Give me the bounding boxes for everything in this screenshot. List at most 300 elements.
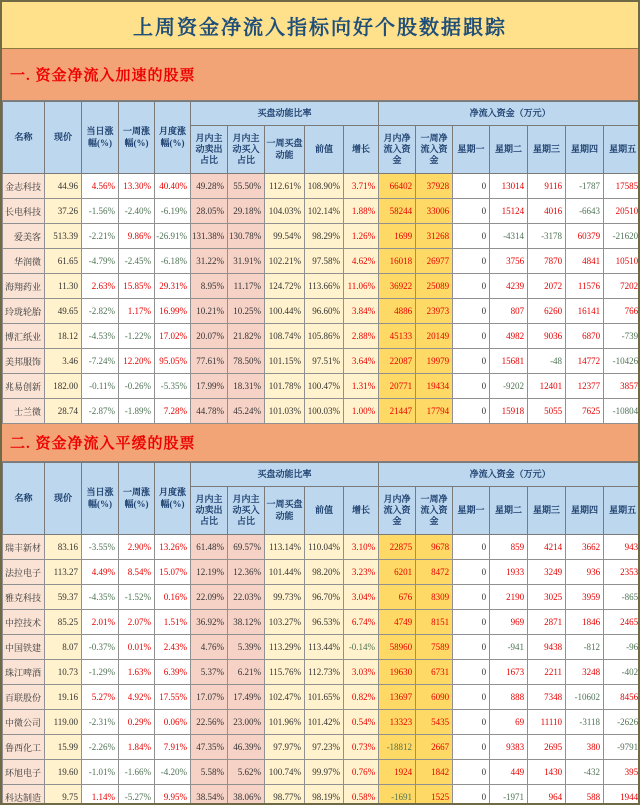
cell-growth: 1.31%	[344, 374, 379, 399]
cell-growth: 1.00%	[344, 399, 379, 424]
cell-fri: -402	[604, 660, 640, 685]
table-row	[3, 374, 640, 399]
cell-buy-ratio: 55.50%	[228, 174, 265, 199]
cell-buy-ratio: 78.50%	[228, 349, 265, 374]
cell-week-change: 8.54%	[119, 560, 155, 585]
cell-week-inflow: 8151	[416, 610, 453, 635]
cell-tue: 859	[490, 535, 528, 560]
cell-day-change: -3.55%	[82, 535, 119, 560]
cell-name: 金志科技	[3, 174, 45, 199]
cell-week-momentum: 113.14%	[265, 535, 305, 560]
group-header-momentum: 买盘动能比率	[191, 102, 379, 126]
cell-week-momentum: 124.72%	[265, 274, 305, 299]
cell-week-change: 9.86%	[119, 224, 155, 249]
cell-month-change: 7.28%	[155, 399, 191, 424]
cell-sell-ratio: 44.78%	[191, 399, 228, 424]
cell-month-change: 9.95%	[155, 785, 191, 805]
cell-mon: 0	[453, 374, 490, 399]
cell-sell-ratio: 5.58%	[191, 760, 228, 785]
cell-wed: 11110	[528, 710, 566, 735]
cell-month-inflow: 19630	[379, 660, 416, 685]
cell-fri: 395	[604, 760, 640, 785]
section-1-header	[2, 49, 638, 101]
cell-price: 37.26	[45, 199, 82, 224]
table-row	[3, 274, 640, 299]
cell-prev-value: 97.23%	[305, 735, 344, 760]
cell-sell-ratio: 10.21%	[191, 299, 228, 324]
cell-fri: 17585	[604, 174, 640, 199]
cell-growth: 3.64%	[344, 349, 379, 374]
col-header-price: 现价	[45, 102, 82, 174]
cell-prev-value: 105.86%	[305, 324, 344, 349]
cell-tue: -1971	[490, 785, 528, 805]
cell-month-change: 1.51%	[155, 610, 191, 635]
cell-price: 18.12	[45, 324, 82, 349]
cell-week-inflow: 17794	[416, 399, 453, 424]
cell-price: 85.25	[45, 610, 82, 635]
cell-tue: 13014	[490, 174, 528, 199]
cell-month-inflow: 4886	[379, 299, 416, 324]
cell-buy-ratio: 23.00%	[228, 710, 265, 735]
cell-fri: 7202	[604, 274, 640, 299]
cell-fri: -2626	[604, 710, 640, 735]
cell-tue: 15918	[490, 399, 528, 424]
col-header-sell-ratio: 月内主动卖出占比	[191, 487, 228, 535]
col-header-day-change: 当日涨幅(%)	[82, 102, 119, 174]
cell-buy-ratio: 130.78%	[228, 224, 265, 249]
cell-growth: 0.82%	[344, 685, 379, 710]
cell-month-change: -4.20%	[155, 760, 191, 785]
col-header-wed: 星期三	[528, 126, 566, 174]
cell-thu: 1846	[566, 610, 604, 635]
cell-buy-ratio: 45.24%	[228, 399, 265, 424]
cell-tue: 3756	[490, 249, 528, 274]
cell-month-inflow: 45133	[379, 324, 416, 349]
cell-name: 中国铁建	[3, 635, 45, 660]
cell-name: 兆易创新	[3, 374, 45, 399]
cell-buy-ratio: 12.36%	[228, 560, 265, 585]
cell-mon: 0	[453, 710, 490, 735]
cell-buy-ratio: 38.12%	[228, 610, 265, 635]
cell-week-change: 1.17%	[119, 299, 155, 324]
cell-day-change: 1.14%	[82, 785, 119, 805]
cell-day-change: -2.21%	[82, 224, 119, 249]
cell-prev-value: 98.29%	[305, 224, 344, 249]
cell-growth: 0.54%	[344, 710, 379, 735]
cell-week-inflow: 8472	[416, 560, 453, 585]
cell-sell-ratio: 4.76%	[191, 635, 228, 660]
cell-month-inflow: 58960	[379, 635, 416, 660]
cell-tue: 9383	[490, 735, 528, 760]
cell-tue: 15124	[490, 199, 528, 224]
cell-week-change: -2.45%	[119, 249, 155, 274]
cell-mon: 0	[453, 585, 490, 610]
report-title: 上周资金净流入指标向好个股数据跟踪	[133, 16, 507, 39]
cell-mon: 0	[453, 685, 490, 710]
cell-month-change: 15.07%	[155, 560, 191, 585]
cell-tue: -4314	[490, 224, 528, 249]
cell-buy-ratio: 10.25%	[228, 299, 265, 324]
cell-month-change: 95.05%	[155, 349, 191, 374]
cell-price: 119.00	[45, 710, 82, 735]
cell-growth: 4.62%	[344, 249, 379, 274]
cell-buy-ratio: 11.17%	[228, 274, 265, 299]
col-header-growth: 增长	[344, 487, 379, 535]
cell-name: 中微公司	[3, 710, 45, 735]
cell-sell-ratio: 17.07%	[191, 685, 228, 710]
cell-week-inflow: 37928	[416, 174, 453, 199]
cell-price: 59.37	[45, 585, 82, 610]
cell-name: 鲁西化工	[3, 735, 45, 760]
cell-price: 10.73	[45, 660, 82, 685]
col-header-mon: 星期一	[453, 487, 490, 535]
cell-buy-ratio: 46.39%	[228, 735, 265, 760]
cell-week-inflow: 5435	[416, 710, 453, 735]
section-1-heading: 一. 资金净流入加速的股票	[10, 68, 196, 84]
cell-mon: 0	[453, 399, 490, 424]
col-header-sell-ratio: 月内主动卖出占比	[191, 126, 228, 174]
col-header-month-inflow: 月内净流入资金	[379, 126, 416, 174]
cell-month-inflow: -18812	[379, 735, 416, 760]
cell-thu: 588	[566, 785, 604, 805]
table-row	[3, 660, 640, 685]
cell-sell-ratio: 5.37%	[191, 660, 228, 685]
col-header-week-inflow: 一周净流入资金	[416, 126, 453, 174]
cell-thu: 3662	[566, 535, 604, 560]
col-header-fri: 星期五	[604, 126, 640, 174]
cell-wed: 2695	[528, 735, 566, 760]
cell-wed: 1430	[528, 760, 566, 785]
cell-week-momentum: 101.03%	[265, 399, 305, 424]
cell-name: 科达制造	[3, 785, 45, 805]
cell-month-change: 17.55%	[155, 685, 191, 710]
cell-prev-value: 96.60%	[305, 299, 344, 324]
cell-mon: 0	[453, 174, 490, 199]
cell-name: 雅克科技	[3, 585, 45, 610]
cell-prev-value: 96.70%	[305, 585, 344, 610]
cell-thu: 6870	[566, 324, 604, 349]
cell-day-change: -4.53%	[82, 324, 119, 349]
cell-name: 爱美客	[3, 224, 45, 249]
cell-thu: 3959	[566, 585, 604, 610]
cell-mon: 0	[453, 760, 490, 785]
cell-sell-ratio: 12.19%	[191, 560, 228, 585]
steady-inflow-table	[2, 462, 640, 805]
cell-mon: 0	[453, 274, 490, 299]
cell-growth: 3.10%	[344, 535, 379, 560]
cell-price: 3.46	[45, 349, 82, 374]
cell-wed: 6260	[528, 299, 566, 324]
col-header-week-change: 一周涨幅(%)	[119, 102, 155, 174]
cell-month-change: 7.91%	[155, 735, 191, 760]
cell-sell-ratio: 131.38%	[191, 224, 228, 249]
cell-mon: 0	[453, 735, 490, 760]
cell-prev-value: 102.14%	[305, 199, 344, 224]
cell-sell-ratio: 77.61%	[191, 349, 228, 374]
cell-sell-ratio: 20.07%	[191, 324, 228, 349]
col-header-tue: 星期二	[490, 126, 528, 174]
cell-week-change: 2.07%	[119, 610, 155, 635]
cell-week-momentum: 113.29%	[265, 635, 305, 660]
col-header-fri: 星期五	[604, 487, 640, 535]
cell-sell-ratio: 22.09%	[191, 585, 228, 610]
cell-wed: 2871	[528, 610, 566, 635]
cell-growth: 6.74%	[344, 610, 379, 635]
cell-month-inflow: 66402	[379, 174, 416, 199]
cell-thu: -6643	[566, 199, 604, 224]
col-header-thu: 星期四	[566, 126, 604, 174]
group-header-inflow: 净流入资金（万元）	[379, 102, 640, 126]
cell-wed: 9438	[528, 635, 566, 660]
cell-growth: 11.06%	[344, 274, 379, 299]
cell-fri: 2465	[604, 610, 640, 635]
cell-thu: 7625	[566, 399, 604, 424]
section-2-header	[2, 424, 638, 462]
table-row	[3, 535, 640, 560]
cell-buy-ratio: 18.31%	[228, 374, 265, 399]
cell-month-change: 2.43%	[155, 635, 191, 660]
cell-week-inflow: 33006	[416, 199, 453, 224]
cell-name: 海翔药业	[3, 274, 45, 299]
cell-month-change: 17.02%	[155, 324, 191, 349]
cell-week-change: -2.40%	[119, 199, 155, 224]
cell-thu: -1787	[566, 174, 604, 199]
col-header-day-change: 当日涨幅(%)	[82, 463, 119, 535]
cell-week-inflow: 6731	[416, 660, 453, 685]
cell-day-change: -2.26%	[82, 735, 119, 760]
cell-tue: 69	[490, 710, 528, 735]
cell-week-momentum: 101.44%	[265, 560, 305, 585]
cell-week-change: -1.22%	[119, 324, 155, 349]
cell-day-change: 2.01%	[82, 610, 119, 635]
cell-buy-ratio: 22.03%	[228, 585, 265, 610]
cell-month-change: -5.35%	[155, 374, 191, 399]
cell-tue: 449	[490, 760, 528, 785]
cell-growth: 3.71%	[344, 174, 379, 199]
cell-month-inflow: 4749	[379, 610, 416, 635]
cell-thu: 14772	[566, 349, 604, 374]
cell-sell-ratio: 36.92%	[191, 610, 228, 635]
cell-month-inflow: 1699	[379, 224, 416, 249]
cell-week-change: -0.26%	[119, 374, 155, 399]
cell-week-inflow: 1525	[416, 785, 453, 805]
cell-price: 28.74	[45, 399, 82, 424]
cell-price: 11.30	[45, 274, 82, 299]
cell-buy-ratio: 29.18%	[228, 199, 265, 224]
cell-month-inflow: -1691	[379, 785, 416, 805]
cell-fri: 20510	[604, 199, 640, 224]
cell-prev-value: 98.20%	[305, 560, 344, 585]
cell-thu: 11576	[566, 274, 604, 299]
cell-week-change: -1.52%	[119, 585, 155, 610]
cell-wed: 964	[528, 785, 566, 805]
cell-week-inflow: 19979	[416, 349, 453, 374]
cell-week-change: 15.85%	[119, 274, 155, 299]
cell-name: 玲珑轮胎	[3, 299, 45, 324]
cell-sell-ratio: 17.99%	[191, 374, 228, 399]
cell-month-change: 29.31%	[155, 274, 191, 299]
cell-week-inflow: 6090	[416, 685, 453, 710]
cell-thu: -3118	[566, 710, 604, 735]
cell-price: 83.16	[45, 535, 82, 560]
cell-mon: 0	[453, 349, 490, 374]
cell-month-change: -6.18%	[155, 249, 191, 274]
cell-buy-ratio: 69.57%	[228, 535, 265, 560]
cell-prev-value: 113.44%	[305, 635, 344, 660]
cell-week-inflow: 7589	[416, 635, 453, 660]
cell-day-change: -1.56%	[82, 199, 119, 224]
cell-week-change: 0.01%	[119, 635, 155, 660]
cell-buy-ratio: 5.62%	[228, 760, 265, 785]
cell-fri: -21620	[604, 224, 640, 249]
cell-thu: 60379	[566, 224, 604, 249]
cell-month-inflow: 16018	[379, 249, 416, 274]
cell-month-inflow: 13323	[379, 710, 416, 735]
cell-tue: 1673	[490, 660, 528, 685]
col-header-mon: 星期一	[453, 126, 490, 174]
cell-prev-value: 97.51%	[305, 349, 344, 374]
title-bar	[2, 2, 638, 49]
cell-month-change: 6.39%	[155, 660, 191, 685]
cell-week-change: -1.66%	[119, 760, 155, 785]
cell-tue: 15681	[490, 349, 528, 374]
cell-month-change: 13.26%	[155, 535, 191, 560]
cell-week-change: 1.63%	[119, 660, 155, 685]
table-row	[3, 199, 640, 224]
col-header-month-change: 月度涨幅(%)	[155, 102, 191, 174]
cell-name: 博汇纸业	[3, 324, 45, 349]
cell-week-change: 2.90%	[119, 535, 155, 560]
cell-price: 113.27	[45, 560, 82, 585]
cell-wed: 12401	[528, 374, 566, 399]
cell-week-momentum: 103.27%	[265, 610, 305, 635]
cell-fri: 943	[604, 535, 640, 560]
cell-month-inflow: 22087	[379, 349, 416, 374]
cell-thu: 380	[566, 735, 604, 760]
cell-mon: 0	[453, 199, 490, 224]
table-row	[3, 560, 640, 585]
cell-price: 19.16	[45, 685, 82, 710]
cell-buy-ratio: 17.49%	[228, 685, 265, 710]
cell-sell-ratio: 49.28%	[191, 174, 228, 199]
cell-name: 华润微	[3, 249, 45, 274]
cell-week-inflow: 20149	[416, 324, 453, 349]
cell-tue: -9202	[490, 374, 528, 399]
cell-sell-ratio: 22.56%	[191, 710, 228, 735]
cell-week-inflow: 9678	[416, 535, 453, 560]
cell-price: 19.60	[45, 760, 82, 785]
cell-wed: -48	[528, 349, 566, 374]
col-header-thu: 星期四	[566, 487, 604, 535]
col-header-wed: 星期三	[528, 487, 566, 535]
cell-mon: 0	[453, 660, 490, 685]
cell-week-momentum: 104.03%	[265, 199, 305, 224]
cell-month-change: 16.99%	[155, 299, 191, 324]
cell-fri: 8456	[604, 685, 640, 710]
cell-day-change: 2.63%	[82, 274, 119, 299]
cell-growth: 1.26%	[344, 224, 379, 249]
cell-growth: 0.58%	[344, 785, 379, 805]
cell-fri: -96	[604, 635, 640, 660]
table-row	[3, 785, 640, 805]
cell-thu: 936	[566, 560, 604, 585]
cell-month-change: 0.06%	[155, 710, 191, 735]
cell-sell-ratio: 31.22%	[191, 249, 228, 274]
cell-week-change: 0.29%	[119, 710, 155, 735]
cell-tue: 888	[490, 685, 528, 710]
cell-week-momentum: 108.74%	[265, 324, 305, 349]
cell-wed: 2211	[528, 660, 566, 685]
cell-mon: 0	[453, 635, 490, 660]
cell-week-inflow: 31268	[416, 224, 453, 249]
cell-week-change: 4.92%	[119, 685, 155, 710]
cell-growth: 3.84%	[344, 299, 379, 324]
cell-buy-ratio: 5.39%	[228, 635, 265, 660]
cell-growth: -0.14%	[344, 635, 379, 660]
cell-week-momentum: 102.47%	[265, 685, 305, 710]
cell-day-change: -4.79%	[82, 249, 119, 274]
cell-prev-value: 96.53%	[305, 610, 344, 635]
table-row	[3, 760, 640, 785]
table-row	[3, 299, 640, 324]
cell-name: 法拉电子	[3, 560, 45, 585]
cell-name: 美邦服饰	[3, 349, 45, 374]
cell-fri: -739	[604, 324, 640, 349]
cell-wed: 7870	[528, 249, 566, 274]
cell-day-change: -2.82%	[82, 299, 119, 324]
cell-day-change: -0.11%	[82, 374, 119, 399]
cell-day-change: 5.27%	[82, 685, 119, 710]
cell-month-change: 0.16%	[155, 585, 191, 610]
table-row	[3, 399, 640, 424]
col-header-week-change: 一周涨幅(%)	[119, 463, 155, 535]
table-row	[3, 710, 640, 735]
cell-prev-value: 110.04%	[305, 535, 344, 560]
cell-month-inflow: 676	[379, 585, 416, 610]
cell-week-inflow: 8309	[416, 585, 453, 610]
cell-week-change: 13.30%	[119, 174, 155, 199]
cell-price: 8.07	[45, 635, 82, 660]
cell-tue: -941	[490, 635, 528, 660]
cell-name: 长电科技	[3, 199, 45, 224]
cell-month-inflow: 13697	[379, 685, 416, 710]
col-header-prev-value: 前值	[305, 487, 344, 535]
cell-week-momentum: 101.78%	[265, 374, 305, 399]
cell-name: 珠江啤酒	[3, 660, 45, 685]
cell-price: 513.39	[45, 224, 82, 249]
cell-wed: 4214	[528, 535, 566, 560]
cell-week-momentum: 100.74%	[265, 760, 305, 785]
cell-prev-value: 113.66%	[305, 274, 344, 299]
cell-day-change: -4.35%	[82, 585, 119, 610]
cell-week-inflow: 19434	[416, 374, 453, 399]
cell-wed: 3249	[528, 560, 566, 585]
cell-week-momentum: 112.61%	[265, 174, 305, 199]
cell-month-inflow: 58244	[379, 199, 416, 224]
cell-mon: 0	[453, 249, 490, 274]
cell-wed: 2072	[528, 274, 566, 299]
group-header-inflow: 净流入资金（万元）	[379, 463, 640, 487]
cell-week-change: 12.20%	[119, 349, 155, 374]
col-header-week-momentum: 一周买盘动能	[265, 126, 305, 174]
cell-price: 49.65	[45, 299, 82, 324]
cell-wed: 5055	[528, 399, 566, 424]
cell-day-change: -1.01%	[82, 760, 119, 785]
cell-month-change: -6.19%	[155, 199, 191, 224]
cell-fri: 3857	[604, 374, 640, 399]
col-header-price: 现价	[45, 463, 82, 535]
cell-prev-value: 100.47%	[305, 374, 344, 399]
